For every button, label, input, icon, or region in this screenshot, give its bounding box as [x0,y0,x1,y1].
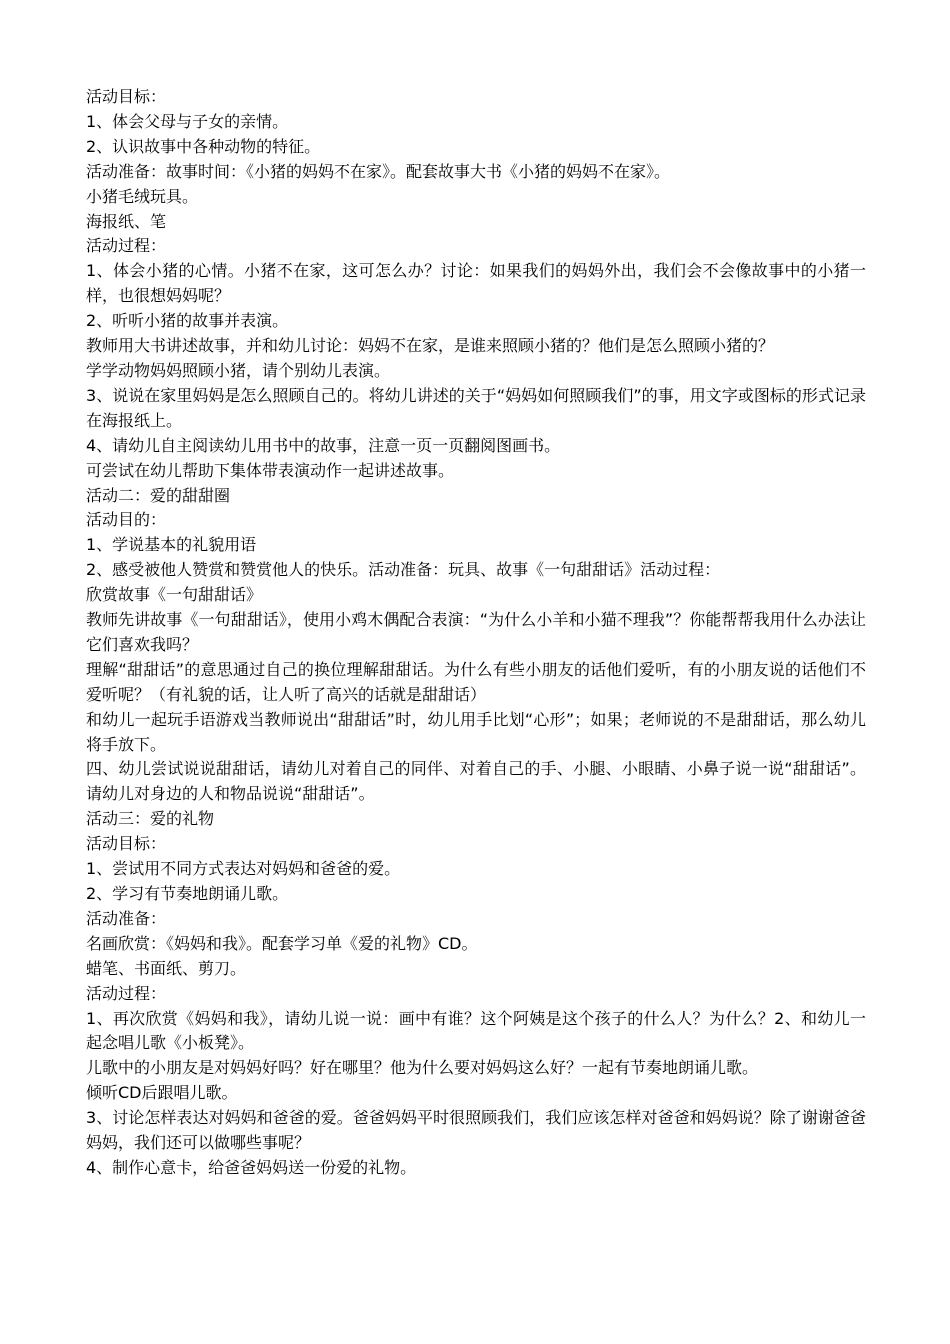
paragraph: 活动过程： [86,983,167,1003]
paragraph: 3、说说在家里妈妈是怎么照顾自己的。将幼儿讲述的关于“妈妈如何照顾我们”的事，用文字或图标的形式记录在海报纸上。 [86,385,866,430]
paragraph: 蜡笔、书面纸、剪刀。 [86,958,247,978]
paragraph: 和幼儿一起玩手语游戏当教师说出“甜甜话”时，幼儿用手比划“心形”；如果；老师说的不是甜甜话，那么幼儿将手放下。 [86,709,866,754]
paragraph: 1、体会父母与子女的亲情。 [86,111,289,131]
paragraph: 活动三：爱的礼物 [86,809,215,829]
paragraph: 3、讨论怎样表达对妈妈和爸爸的爱。爸爸妈妈平时很照顾我们，我们应该怎样对爸爸和妈妈说？除了谢谢爸爸妈妈，我们还可以做哪些事呢？ [86,1108,866,1153]
paragraph: 活动目标： [86,87,167,106]
paragraph: 活动目标： [86,834,167,854]
paragraph: 教师先讲故事《一句甜甜话》，使用小鸡木偶配合表演：“为什么小羊和小猫不理我”？你能帮帮我用什么办法让它们喜欢我吗？ [86,610,866,654]
paragraph: 1、再次欣赏《妈妈和我》，请幼儿说一说：画中有谁？这个阿姨是这个孩子的什么人？为什么？2、和幼儿一起念唱儿歌《小板凳》。 [86,1008,866,1053]
paragraph: 理解“甜甜话”的意思通过自己的换位理解甜甜话。为什么有些小朋友的话他们爱听，有的小朋友说的话他们不爱听呢？（有礼貌的话，让人听了高兴的话就是甜甜话） [86,659,866,704]
document-page [86,85,866,1181]
paragraph: 海报纸、笔 [86,211,167,231]
paragraph: 2、感受被他人赞赏和赞赏他人的快乐。活动准备：玩具、故事《一句甜甜话》活动过程： [86,560,721,580]
paragraph: 活动二：爱的甜甜圈 [86,485,231,505]
paragraph: 活动准备：故事时间：《小猪的妈妈不在家》。配套故事大书《小猪的妈妈不在家》。 [86,161,671,181]
paragraph: 小猪毛绒玩具。 [86,186,199,206]
paragraph: 学学动物妈妈照顾小猪，请个别幼儿表演。 [86,360,391,380]
paragraph: 4、请幼儿自主阅读幼儿用书中的故事，注意一页一页翻阅图画书。 [86,435,561,455]
paragraph: 可尝试在幼儿帮助下集体带表演动作一起讲述故事。 [86,460,455,480]
paragraph: 欣赏故事《一句甜甜话》 [86,585,263,605]
paragraph: 名画欣赏：《妈妈和我》。配套学习单《爱的礼物》CD。 [86,933,478,953]
paragraph: 儿歌中的小朋友是对妈妈好吗？好在哪里？他为什么要对妈妈这么好？一起有节奏地朗诵儿歌。 [86,1058,759,1078]
paragraph: 倾听CD后跟唱儿歌。 [86,1083,238,1103]
paragraph: 活动准备： [86,908,167,928]
paragraph: 教师用大书讲述故事，并和幼儿讨论：妈妈不在家，是谁来照顾小猪的？他们是怎么照顾小猪的？ [86,336,775,356]
paragraph: 1、尝试用不同方式表达对妈妈和爸爸的爱。 [86,859,401,879]
paragraph: 1、体会小猪的心情。小猪不在家，这可怎么办？讨论：如果我们的妈妈外出，我们会不会像故事中的小猪一样，也很想妈妈呢？ [86,261,866,306]
paragraph: 4、制作心意卡，给爸爸妈妈送一份爱的礼物。 [86,1157,417,1177]
paragraph: 2、认识故事中各种动物的特征。 [86,136,321,156]
paragraph: 1、学说基本的礼貌用语 [86,535,257,555]
paragraph: 活动目的： [86,510,167,530]
paragraph: 活动过程： [86,236,167,256]
paragraph: 四、幼儿尝试说说甜甜话，请幼儿对着自己的同伴、对着自己的手、小腿、小眼睛、小鼻子说一说“甜甜话”。请幼儿对身边的人和物品说说“甜甜话”。 [86,759,866,804]
paragraph: 2、听听小猪的故事并表演。 [86,311,289,331]
paragraph: 2、学习有节奏地朗诵儿歌。 [86,884,289,903]
